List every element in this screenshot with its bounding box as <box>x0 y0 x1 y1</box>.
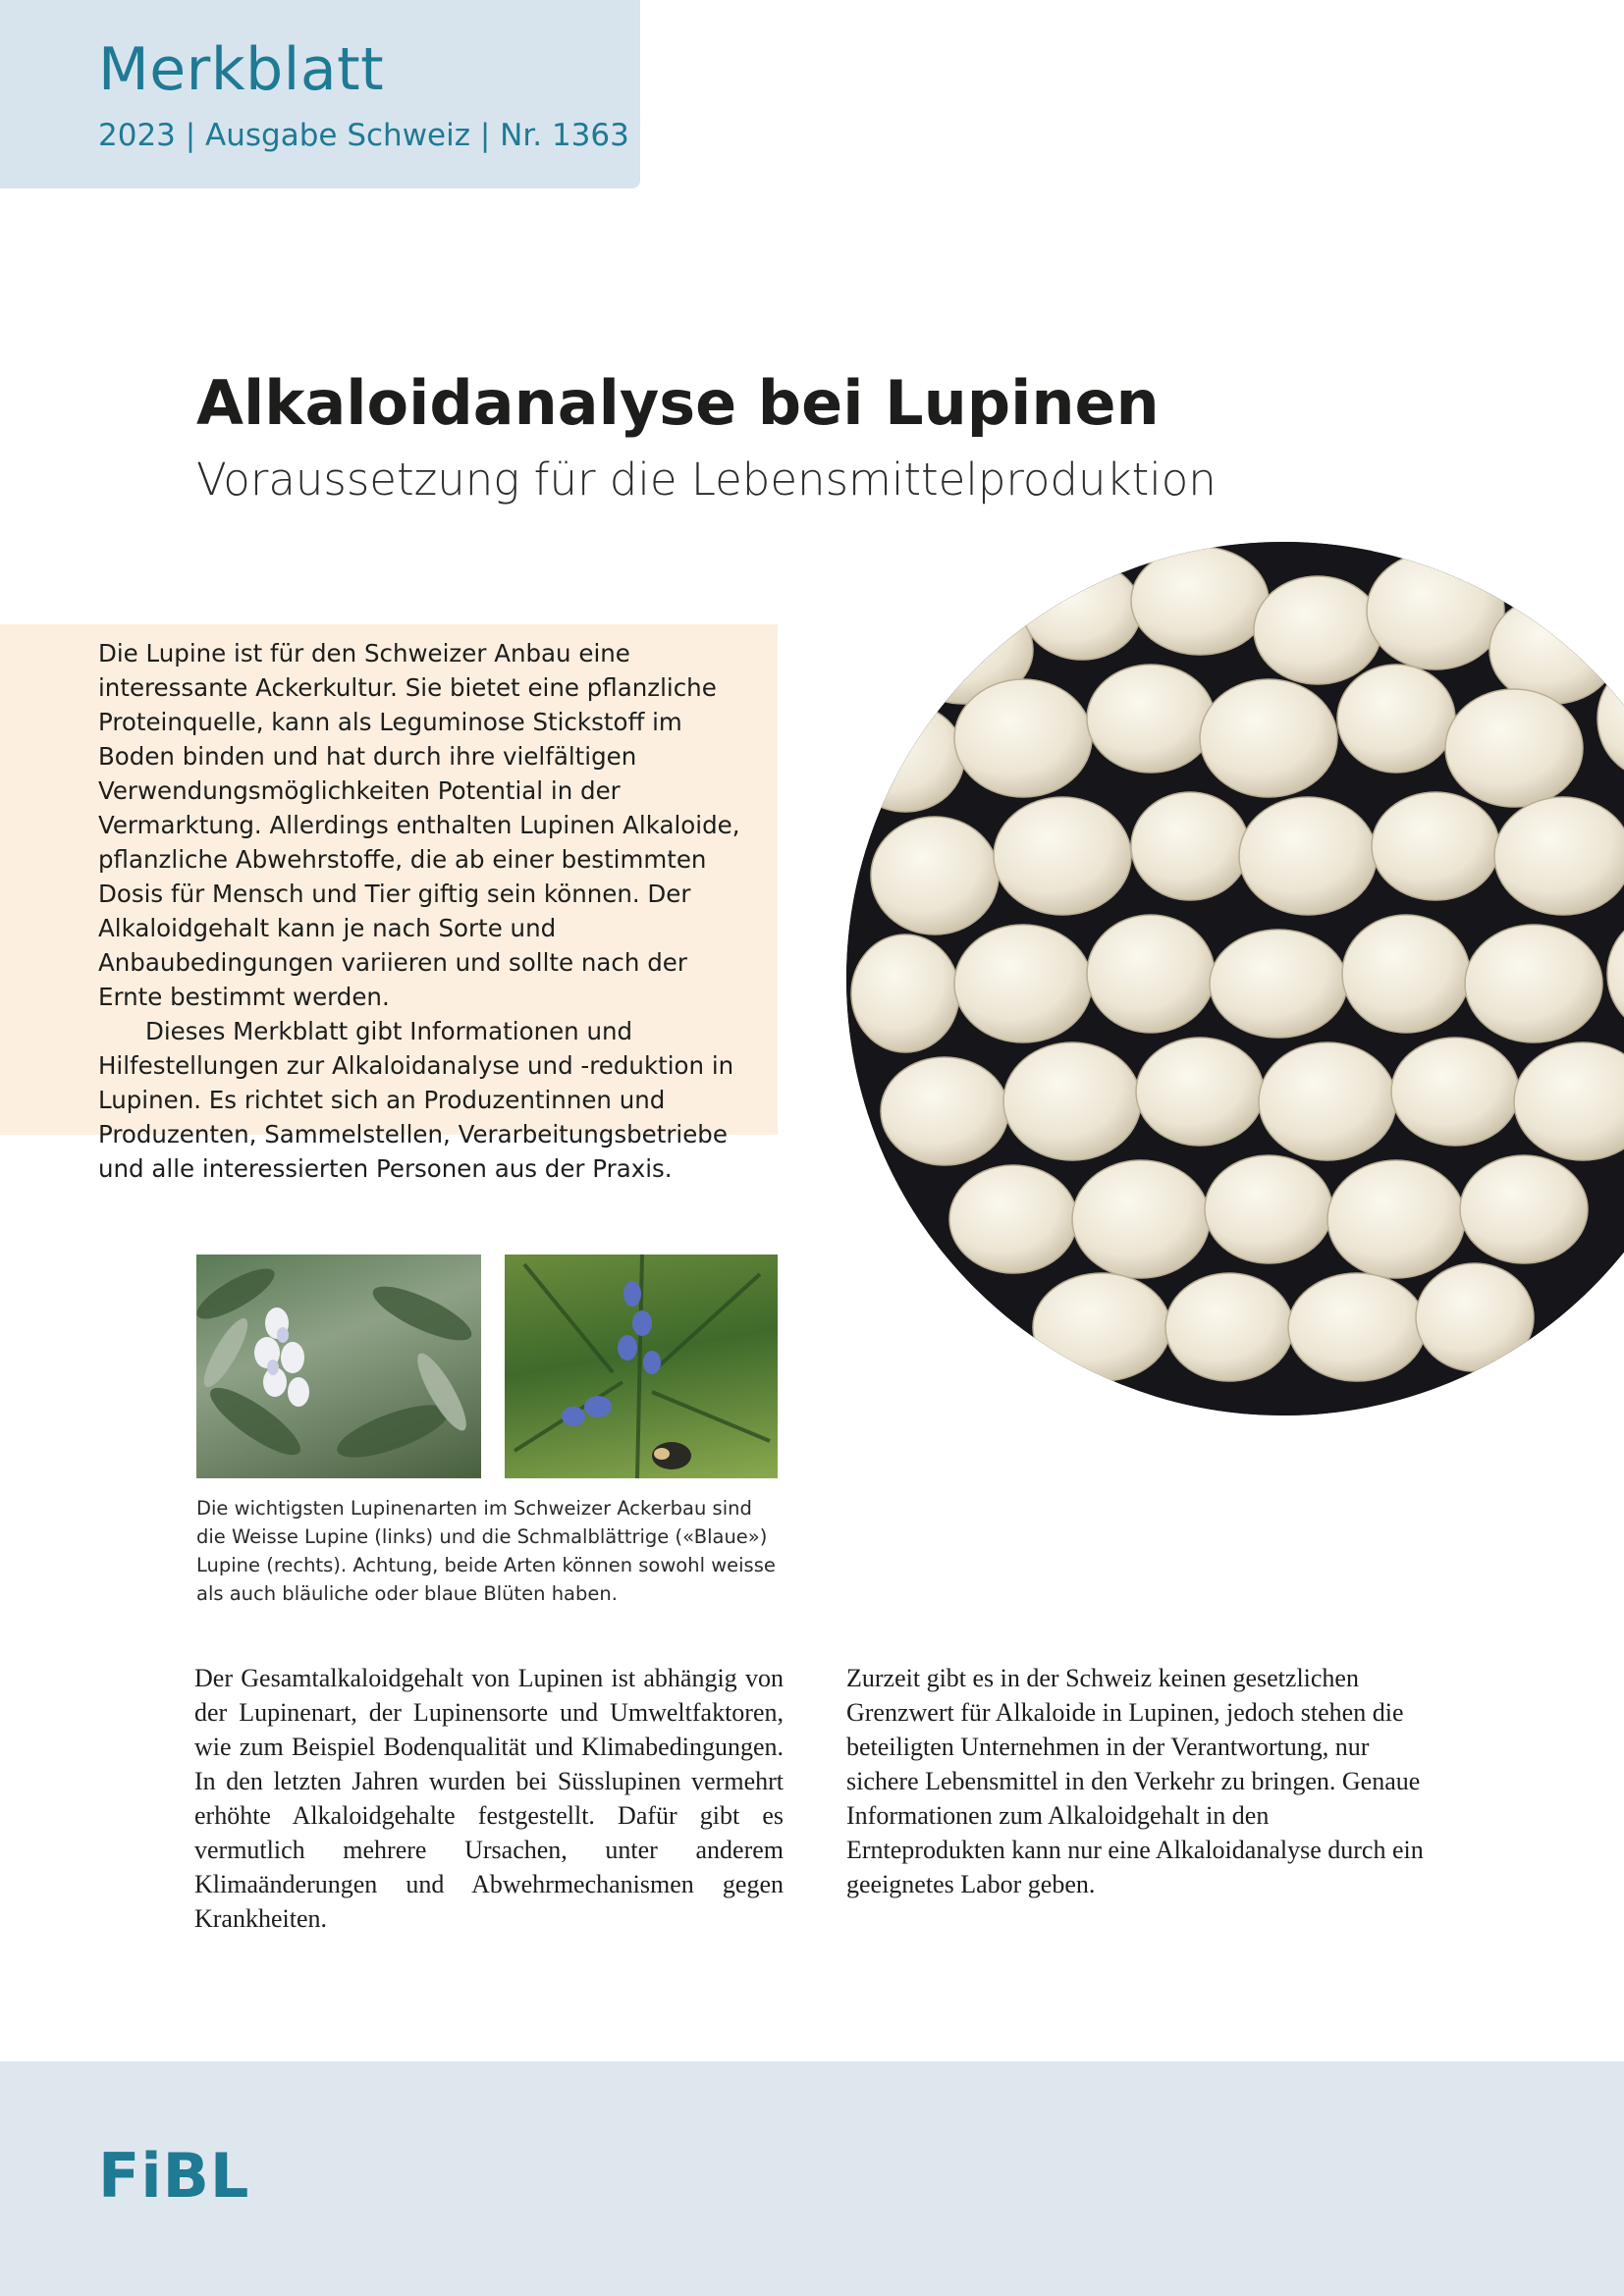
header-title: Merkblatt <box>98 35 385 104</box>
intro-paragraph-1: Die Lupine ist für den Schweizer Anbau eine interessante Ackerkultur. Sie bietet eine pflanzliche Proteinquelle, kann als Leguminose Stickstoff im Boden binden und hat durch ihre vielfältigen Verwendungsmöglichkeiten Potential in der Vermarktung. Allerdings enthalten Lupinen Alkaloide, pflanzliche Abwehrstoffe, die ab einer bestimmten Dosis für Mensch und Tier giftig sein können. Der Alkaloidgehalt kann je nach Sorte und Anbaubedingungen variieren und sollte nach der Ernte bestimmt werden. <box>98 639 740 1011</box>
page-subtitle: Voraussetzung für die Lebensmittelproduktion <box>196 454 1217 506</box>
intro-text <box>98 636 746 1186</box>
blue-lupine-photo <box>505 1255 778 1478</box>
intro-paragraph-2: Dieses Merkblatt gibt Informationen und Hilfestellungen zur Alkaloidanalyse und -reduktion in Lupinen. Es richtet sich an Produzentinnen und Produzenten, Sammelstellen, Verarbeitungsbetriebe und alle interessierten Personen aus der Praxis. <box>98 1017 734 1183</box>
page-title: Alkaloidanalyse bei Lupinen <box>196 367 1160 439</box>
body-text-left: Der Gesamtalkaloidgehalt von Lupinen ist abhängig von der Lupinenart, der Lupinensorte und Umweltfaktoren, wie zum Beispiel Bodenqualität und Klimabedingungen. In den letzten Jahren wurden bei Süsslupinen vermehrt erhöhte Alkaloidgehalte festgestellt. Dafür gibt es vermutlich mehrere Ursachen, unter anderem Klimaänderungen und Abwehrmechanismen gegen Krankheiten. <box>194 1664 784 1933</box>
photo-caption: Die wichtigsten Lupinenarten im Schweizer Ackerbau sind die Weisse Lupine (links) und die Schmalblättrige («Blaue») Lupine (rechts). Achtung, beide Arten können sowohl weisse als auch bläuliche oder blaue Blüten haben. <box>196 1497 776 1605</box>
fibl-logo: FiBL <box>98 2140 250 2212</box>
white-lupine-photo <box>196 1255 481 1478</box>
lupine-beans-photo <box>846 542 1624 1415</box>
header-subtitle: 2023 | Ausgabe Schweiz | Nr. 1363 <box>98 118 629 153</box>
body-text-right: Zurzeit gibt es in der Schweiz keinen gesetzlichen Grenzwert für Alkaloide in Lupinen, jedoch stehen die beteiligten Unternehmen in der Verantwortung, nur sichere Lebensmittel in den Verkehr zu bringen. Genaue Informationen zum Alkaloidgehalt in den Ernteprodukten kann nur eine Alkaloidanalyse durch ein geeignetes Labor geben. <box>846 1664 1424 1898</box>
